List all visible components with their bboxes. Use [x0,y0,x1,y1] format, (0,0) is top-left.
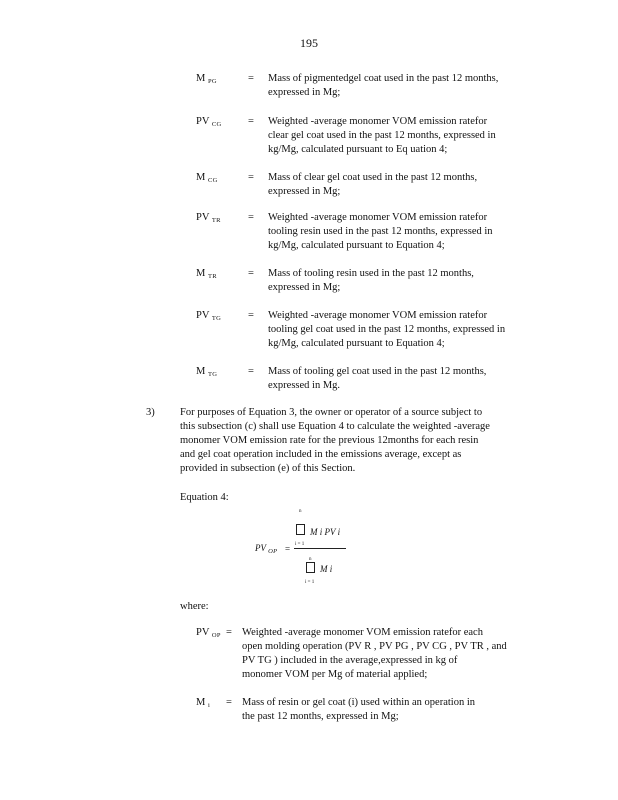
equation-4-formula [250,505,360,585]
numerator-sum-symbol [296,524,305,535]
denominator-terms: M i [320,564,333,574]
equals-sign: = [226,697,232,708]
definition-text: Mass of pigmentedgel coat used in the past 12 months, expressed in Mg; [268,73,499,98]
symbol: M $_{TR}$ [196,268,217,280]
symbol: M $_{TG}$ [196,366,218,378]
equals-sign: = [248,172,254,183]
definition-text: Weighted -average monomer VOM emission ratefor clear gel coat used in the past 12 months, expressed in kg/Mg, calculated pursuant to Eq uation 4; [268,116,496,155]
symbol: PV $_{TR}$ [196,212,221,224]
equals-sign: = [248,116,254,127]
equals-sign: = [248,268,254,279]
paragraph-number: 3) [146,407,155,418]
formula-lhs: PV $_{OP}$ [255,543,278,555]
definition-text: Weighted -average monomer VOM emission ratefor each open molding operation (PV R , PV PG , PV CG , PV TR , and PV TG ) included in the average,expressed in kg of monomer VOM per Mg of material applied; [242,627,507,680]
symbol: M $_{PG}$ [196,73,217,85]
equals-sign: = [248,212,254,223]
definition-text: Weighted -average monomer VOM emission ratefor tooling resin used in the past 12 months, expressed in kg/Mg, calculated pursuant to Equation 4; [268,212,493,251]
numerator-upper-limit: n [299,509,302,514]
symbol: PV $_{TG}$ [196,310,222,322]
fraction-bar [294,548,346,549]
denominator-upper-limit: n [309,557,312,562]
equation-label: Equation 4: [180,492,229,503]
symbol: M $_{CG}$ [196,172,218,184]
numerator-terms: M i PV i [310,527,341,537]
denominator-sum-symbol [306,562,315,573]
where-label: where: [180,601,209,612]
equals-sign: = [248,366,254,377]
page-number: 195 [300,36,318,50]
paragraph-text: For purposes of Equation 3, the owner or operator of a source subject to this subsection (c) shall use Equation 4 to calculate the weighted -average monomer VOM emission rate for the previous 12months for each resin and gel coat operation included in the emissions average, except as provided in subsection (e) of this Section. [180,407,490,474]
equals-sign: = [248,73,254,84]
definition-text: Mass of resin or gel coat (i) used within an operation in the past 12 months, expressed in Mg; [242,697,475,722]
definition-text: Weighted -average monomer VOM emission ratefor tooling gel coat used in the past 12 months, expressed in kg/Mg, calculated pursuant to Equation 4; [268,310,506,349]
symbol: PV $_{OP}$ [196,627,221,639]
definition-text: Mass of clear gel coat used in the past 12 months, expressed in Mg; [268,172,478,197]
symbol: M $_i$ [196,697,211,709]
definition-text: Mass of tooling gel coat used in the past 12 months, expressed in Mg. [268,366,487,391]
definition-text: Mass of tooling resin used in the past 12 months, expressed in Mg; [268,268,474,293]
equals-sign: = [248,310,254,321]
equals-sign: = [226,627,232,638]
formula-equals: = [285,544,291,554]
numerator-lower-limit: i = 1 [295,542,305,547]
symbol: PV $_{CG}$ [196,116,222,128]
denominator-lower-limit: i = 1 [305,580,315,585]
